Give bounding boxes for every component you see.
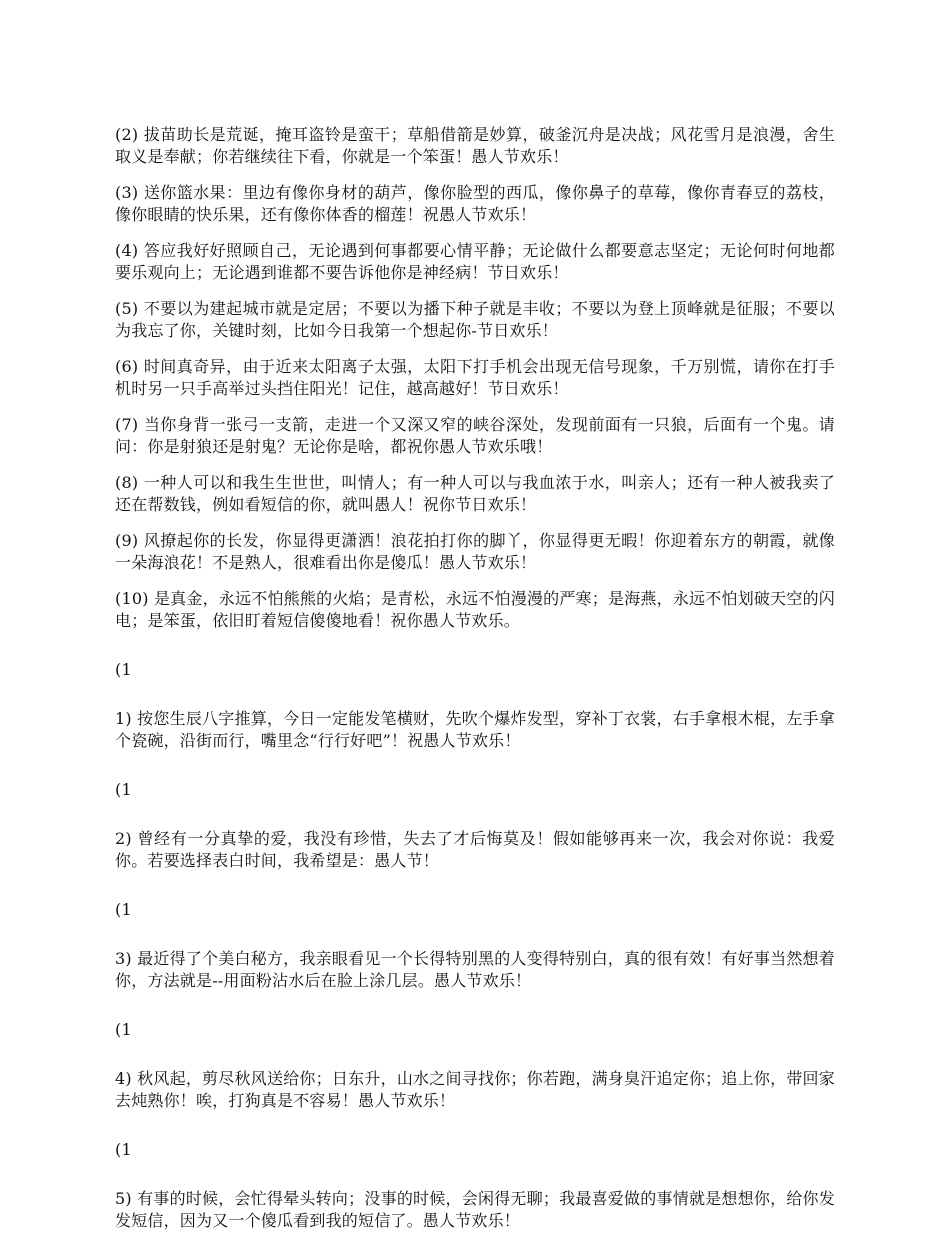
- paragraph-4: (4) 答应我好好照顾自己，无论遇到何事都要心情平静；无论做什么都要意志坚定；无论何时何地都要乐观向上；无论遇到谁都不要告诉他你是神经病！节日欢乐！: [115, 241, 835, 282]
- paragraph-13: 3) 最近得了个美白秘方，我亲眼看见一个长得特别黑的人变得特别白，真的很有效！有好事当然想着你，方法就是--用面粉沾水后在脸上涂几层。愚人节欢乐！: [115, 949, 835, 990]
- paragraph-12: 2) 曾经有一分真挚的爱，我没有珍惜，失去了才后悔莫及！假如能够再来一次，我会对你说：我爱你。若要选择表白时间，我希望是：愚人节！: [115, 829, 835, 870]
- paragraph-7: (7) 当你身背一张弓一支箭，走进一个又深又窄的峡谷深处，发现前面有一只狼，后面有一个鬼。请问：你是射狼还是射鬼？无论你是啥，都祝你愚人节欢乐哦！: [115, 415, 835, 456]
- document-body: [115, 124, 835, 1246]
- paragraph-10: (10) 是真金，永远不怕熊熊的火焰；是青松，永远不怕漫漫的严寒；是海燕，永远不怕划破天空的闪电；是笨蛋，依旧盯着短信傻傻地看！祝你愚人节欢乐。: [115, 589, 835, 630]
- paragraph-15-prefix: (1: [115, 1140, 132, 1159]
- paragraph-14-prefix: (1: [115, 1020, 132, 1039]
- paragraph-12-prefix: (1: [115, 780, 132, 799]
- paragraph-13-prefix: (1: [115, 900, 132, 919]
- paragraph-5: (5) 不要以为建起城市就是定居；不要以为播下种子就是丰收；不要以为登上顶峰就是征服；不要以为我忘了你，关键时刻，比如今日我第一个想起你-节日欢乐！: [115, 299, 835, 340]
- paragraph-6: (6) 时间真奇异，由于近来太阳离子太强，太阳下打手机会出现无信号现象，千万别慌，请你在打手机时另一只手高举过头挡住阳光！记住，越高越好！节日欢乐！: [115, 357, 835, 398]
- paragraph-15: 5) 有事的时候，会忙得晕头转向；没事的时候，会闲得无聊；我最喜爱做的事情就是想想你，给你发发短信，因为又一个傻瓜看到我的短信了。愚人节欢乐！: [115, 1189, 835, 1230]
- paragraph-11: 1) 按您生辰八字推算，今日一定能发笔横财，先吹个爆炸发型，穿补丁衣裳，右手拿根木棍，左手拿个瓷碗，沿街而行，嘴里念“行行好吧”！祝愚人节欢乐！: [115, 709, 835, 750]
- paragraph-8: (8) 一种人可以和我生生世世，叫情人；有一种人可以与我血浓于水，叫亲人；还有一种人被我卖了还在帮数钱，例如看短信的你，就叫愚人！祝你节日欢乐！: [115, 473, 835, 514]
- paragraph-14: 4) 秋风起，剪尽秋风送给你；日东升，山水之间寻找你；你若跑，满身臭汗追定你；追上你，带回家去炖熟你！唉，打狗真是不容易！愚人节欢乐！: [115, 1069, 835, 1110]
- paragraph-2: (2) 拔苗助长是荒诞，掩耳盗铃是蛮干；草船借箭是妙算，破釜沉舟是决战；风花雪月是浪漫，舍生取义是奉献；你若继续往下看，你就是一个笨蛋！愚人节欢乐！: [115, 125, 835, 166]
- paragraph-9: (9) 风撩起你的长发，你显得更潇洒！浪花拍打你的脚丫，你显得更无暇！你迎着东方的朝霞，就像一朵海浪花！不是熟人，很难看出你是傻瓜！愚人节欢乐！: [115, 531, 835, 572]
- paragraph-11-prefix: (1: [115, 660, 132, 679]
- paragraph-3: (3) 送你篮水果：里边有像你身材的葫芦，像你脸型的西瓜，像你鼻子的草莓，像你青春豆的荔枝，像你眼睛的快乐果，还有像你体香的榴莲！祝愚人节欢乐！: [115, 183, 835, 224]
